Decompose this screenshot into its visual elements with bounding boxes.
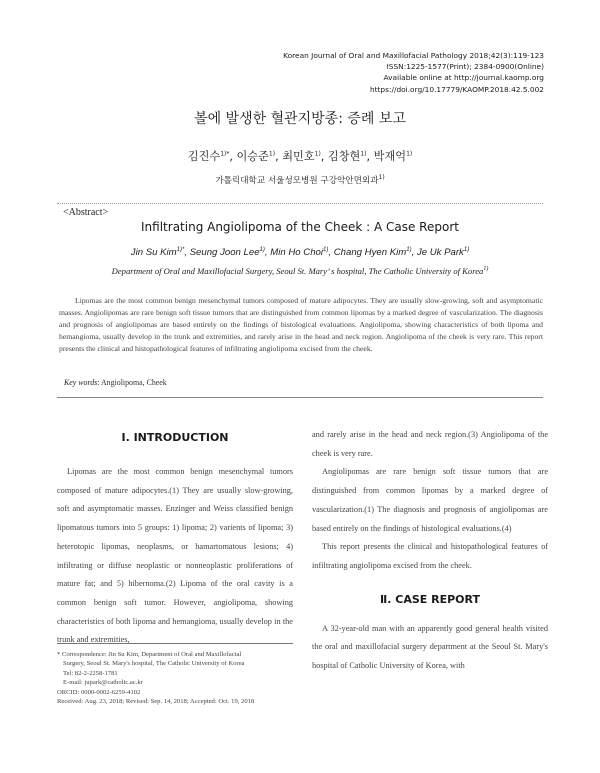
author-affil-mark: 1) — [323, 247, 329, 253]
author-affil-mark: 1) — [406, 247, 412, 253]
english-affiliation — [0, 266, 600, 276]
author-separator: , — [366, 150, 374, 163]
section-heading-introduction: Ⅰ. INTRODUCTION — [121, 431, 229, 444]
affiliation-text: Department of Oral and Maxillofacial Surgery, Seoul St. Mary’ s hospital, The Catholic University of Korea — [111, 266, 484, 276]
intro-paragraph: Lipomas are the most common benign mesenchymal tumors composed of mature adipocytes.(1) They are usually slow-growing, soft and asymptomatic masses. Enzinger and Weiss classified benign lipomatous tumors into 5 groups: 1) lipoma; 2) varients of lipoma; 3) heterotopic lipomas, neoplasms, or hamartomatous lesions; 4) infiltrating or diffuse neoplastic or nonneoplastic proliferations of mature fat; and 5) hibernoma.(2) Lipoma of the oral cavity is a common benign soft tumor. However, angiolipoma, showing characteristics of both lipoma and hemangioma, usually develop in the trunk and extremities, — [57, 467, 293, 645]
footnote-dates: Received: Aug. 23, 2018; Revised: Sep. 14, 2018; Accepted: Oct. 19, 2018 — [57, 698, 255, 706]
affiliation-mark: 1) — [483, 266, 489, 273]
affiliation-mark: 1) — [378, 174, 385, 182]
abstract-label: <Abstract> — [63, 207, 109, 218]
author-name: Chang Hyen Kim — [333, 247, 407, 259]
footnote-line: Surgery, Seoul St. Mary's hospital, The Catholic University of Korea — [63, 660, 245, 668]
english-authors — [0, 247, 600, 258]
author-name: 최민호 — [282, 150, 315, 163]
affiliation-text: 가톨릭대학교 서울성모병원 구강악안면외과 — [215, 176, 379, 186]
author-separator: , — [229, 150, 237, 163]
author-name: 김진수 — [187, 150, 221, 163]
right-column — [312, 426, 548, 676]
intro-paragraph-2: Angiolipomas are rare benign soft tissue tumors that are distinguished from common lipomas by a marked degree of vascularization.(1) The diagnosis and prognosis of angiolipomas are based entirely on the findings of histological evaluations.(4) — [312, 467, 548, 533]
korean-title: 볼에 발생한 혈관지방종: 증례 보고 — [194, 111, 406, 127]
abstract-body: Lipomas are the most common benign mesenchymal tumors composed of mature adipocytes. They are usually slow-growing, soft and asymptomatic masses. Angiolipomas are rare benign soft tissue tumors that are distinguished from common lipomas by a marked degree of vascularization. The diagnosis and prognosis of angiolipomas are based entirely on the findings of histological evaluations. Angiolipoma, showing characteristics of both lipoma and hemangioma, usually develop in the trunk and extremities, and rarely arise in the head and neck region. Angiolipoma of the cheek is very rare. This report presents the clinical and histopathological features of infiltrating angiolipoma excised from the cheek. — [59, 296, 543, 353]
author-separator: , — [275, 150, 283, 163]
author-name: Seung Joon Lee — [189, 247, 260, 259]
journal-citation: Korean Journal of Oral and Maxillofacial Pathology 2018;42(3):119-123 — [283, 51, 544, 60]
journal-doi[interactable]: https://doi.org/10.17779/KAOMP.2018.42.5.002 — [369, 84, 544, 94]
author-separator: , — [320, 150, 328, 163]
journal-header — [283, 50, 544, 95]
footnote-orcid: ORCID: 0000-0002-6259-4102 — [57, 688, 141, 696]
correspondence-footnote — [57, 643, 293, 706]
author-affil-mark: 1) — [314, 150, 321, 158]
intro-paragraph-3: This report presents the clinical and histopathological features of infiltrating angiolipoma excised from the cheek. — [312, 542, 548, 570]
author-affil-mark: 1) — [259, 247, 265, 253]
journal-url[interactable]: Available online at http://journal.kaomp.org — [383, 73, 544, 83]
korean-affiliation — [0, 174, 600, 186]
author-separator: , — [328, 247, 334, 259]
author-separator: , — [264, 247, 271, 259]
case-paragraph: A 32-year-old man with an apparently good general health visited the oral and maxillofacial surgery department at the Seoul St. Mary's hospital of Catholic University of Korea, with — [312, 623, 548, 671]
left-column — [57, 425, 293, 650]
footnote-phone: Tel: 82-2-2258-1781 — [63, 669, 118, 677]
footnote-line: * Correspondence: Jin Su Kim, Department of Oral and Maxillofacial — [57, 651, 242, 658]
keywords-label: Key words — [64, 378, 98, 387]
author-affil-mark: 1)* — [176, 247, 185, 253]
divider — [57, 397, 543, 398]
footnote-email[interactable]: E-mail: jupark@catholic.ac.kr — [63, 679, 143, 687]
journal-issn: ISSN:1225-1577(Print); 2384-0900(Online) — [386, 62, 544, 72]
korean-authors — [0, 148, 600, 164]
author-affil-mark: 1) — [360, 150, 367, 158]
author-name: Jin Su Kim — [130, 247, 177, 259]
author-separator: , — [411, 247, 417, 259]
author-name: 김창현 — [327, 150, 361, 163]
author-affil-mark: 1) — [406, 150, 413, 158]
intro-continuation: and rarely arise in the head and neck region.(3) Angiolipoma of the cheek is very rare. — [312, 430, 548, 458]
author-affil-mark: 1) — [463, 247, 470, 253]
author-affil-mark: 1) — [268, 150, 276, 158]
english-title: Infiltrating Angiolipoma of the Cheek : A Case Report — [141, 220, 459, 234]
author-affil-mark: 1)* — [220, 150, 230, 158]
keywords — [64, 378, 167, 387]
author-name: 이승준 — [236, 150, 269, 163]
author-name: Je Uk Park — [416, 247, 464, 259]
author-name: 박재억 — [373, 150, 407, 163]
author-separator: , — [184, 247, 190, 259]
divider — [57, 203, 543, 204]
section-heading-case-report: Ⅱ. CASE REPORT — [380, 592, 480, 606]
keywords-text: : Angiolipoma, Cheek — [97, 378, 167, 387]
author-name: Min Ho Choi — [270, 247, 324, 259]
